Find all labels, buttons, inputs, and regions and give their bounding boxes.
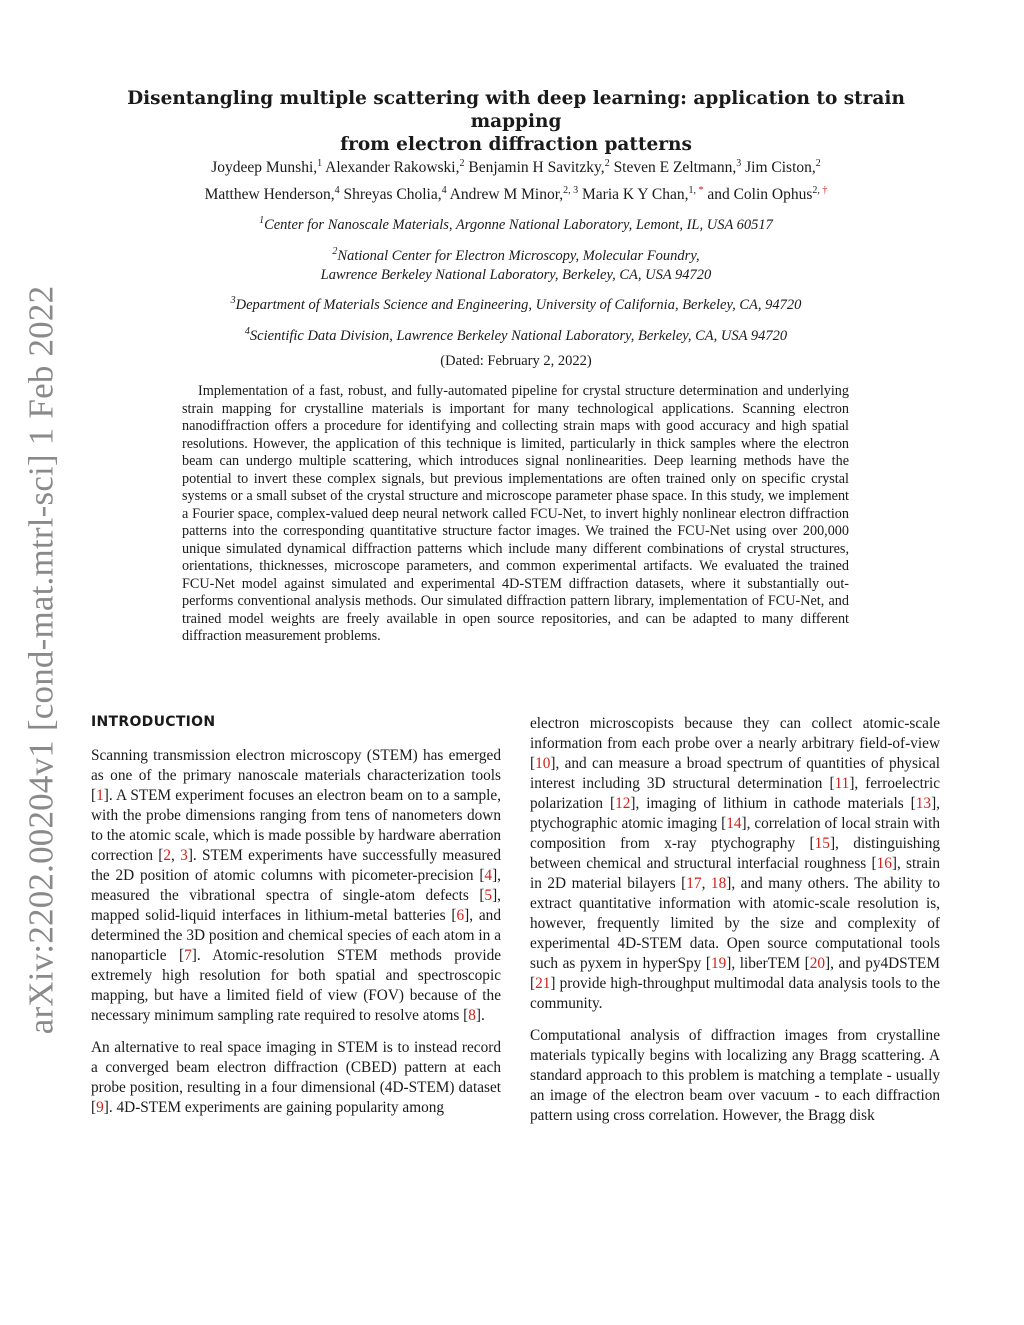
author-name: Joydeep Munshi, [211, 159, 318, 176]
intro-paragraph-2: An alternative to real space imaging in STEM is to instead record a converged beam electron diffraction (CBED) pattern at each probe position, resulting in a four dimensional (4D-STEM) dataset [9]. 4D-STEM experiments are gaining popularity among [91, 1039, 501, 1116]
authors-line-1 [100, 152, 932, 179]
author-affiliation-sup: 2 [604, 158, 610, 169]
citation-link[interactable]: 19 [710, 955, 727, 972]
author-affiliation-sup: 4 [334, 185, 340, 196]
author-name: Andrew M Minor, [446, 186, 564, 203]
citation-link[interactable]: 2 [163, 847, 172, 864]
left-column [91, 712, 501, 1130]
affiliation-text: Center for Nanoscale Materials, Argonne National Laboratory, Lemont, IL, USA 60517 [264, 217, 773, 233]
author-affiliation-sup: 2, 3 [563, 185, 579, 196]
date-line: (Dated: February 2, 2022) [440, 353, 592, 369]
author-name: Matthew Henderson, [204, 186, 335, 203]
author-affiliation-sup: 3 [736, 158, 742, 169]
affiliation-number: 2 [332, 246, 338, 257]
arxiv-identifier-text: arXiv:2202.00204v1 [cond-mat.mtrl-sci] 1 Feb 2022 [21, 285, 60, 1035]
affiliation-number: 1 [259, 215, 265, 226]
author-affiliation-sup: 2, [812, 185, 820, 196]
citation-link[interactable]: 12 [615, 795, 631, 812]
author-list [100, 152, 932, 206]
citation-link[interactable]: 21 [535, 975, 551, 992]
author-affiliation-sup: 2 [459, 158, 465, 169]
corresponding-author-link[interactable]: * [695, 185, 704, 196]
citation-link[interactable]: 16 [876, 855, 892, 872]
author-affiliation-sup: 1, [688, 185, 696, 196]
intro-paragraph-3: electron microscopists because they can collect atomic-scale information from each probe over a nearly arbitrary field-of-view [10], and can measure a broad spectrum of quantities of physical interest including 3D structural determination [11], ferroelectric polarization [12], imaging of lithium in cathode materials [13], ptychographic atomic imaging [14], correlation of local strain with composition from x-ray ptychography [15], distinguishing between chemical and structural interfacial roughness [16], strain in 2D material bilayers [17, 18], and many others. The ability to extract quantitative information with atomic-scale resolution is, however, frequently limited by the size and complexity of experimental 4D-STEM data. Open source computational tools such as pyxem in hyperSpy [19], liberTEM [20], and py4DSTEM [21] provide high-throughput multimodal data analysis tools to the community. [530, 715, 941, 1012]
author-name: Alexander Rakowski, [322, 159, 460, 176]
citation-link[interactable]: 14 [726, 815, 742, 832]
intro-paragraph-4: Computational analysis of diffraction images from crystalline materials typically begins with localizing any Bragg scattering. A standard approach to this problem is matching a template - usually an image of the electron beam over vacuum - to each diffraction pattern using cross correlation. However, the Bragg disk [530, 1027, 940, 1124]
citation-link[interactable]: 11 [834, 775, 850, 792]
citation-link[interactable]: 7 [184, 947, 192, 964]
affiliation-number: 4 [244, 326, 250, 337]
citation-link[interactable]: 4 [484, 867, 493, 884]
citation-link[interactable]: 8 [468, 1007, 476, 1024]
author-name: Shreyas Cholia, [339, 186, 442, 203]
author-name: Steven E Zeltmann, [609, 159, 737, 176]
title-line-2: from electron diffraction patterns [340, 134, 692, 155]
arxiv-identifier-stamp [18, 285, 64, 1035]
author-name: Jim Ciston, [741, 159, 816, 176]
affiliation-text: National Center for Electron Microscopy, Molecular Foundry, [337, 248, 700, 264]
citation-link[interactable]: 20 [809, 955, 826, 972]
affiliation-text-line-2: Lawrence Berkeley National Laboratory, Berkeley, CA, USA 94720 [320, 267, 712, 283]
abstract: Implementation of a fast, robust, and fully-automated pipeline for crystal structure determination and underlying strain mapping for crystalline materials is important for many technological applications. Scanning electron nanodiffraction offers a procedure for identifying and collecting strain maps with good accuracy and high spatial resolutions. However, the application of this technique is limited, particularly in thick samples where the electron beam can undergo multiple scattering, which introduces signal nonlinearities. Deep learning methods have the potential to invert these complex signals, but previous implementations are often trained only on specific crystal systems or a small subset of the crystal structure and microscope parameter phase space. In this study, we implement a Fourier space, complex-valued deep neural network called FCU-Net, to invert highly nonlinear electron diffraction patterns into the corresponding quantitative structure factor images. We trained the FCU-Net using over 200,000 unique simulated dynamical diffraction patterns which include many different combinations of crystal structures, orientations, thicknesses, microscope parameters, and common experimental artifacts. We evaluated the trained FCU-Net model against simulated and experimental 4D-STEM diffraction datasets, where it substantially out-performs conventional analysis methods. Our simulated diffraction pattern library, implementation of FCU-Net, and trained model weights are freely available in open source repositories, and can be adapted to many different diffraction measurement problems. [182, 383, 849, 644]
affiliation-4 [100, 322, 932, 346]
affiliation-3 [100, 291, 932, 315]
paper-title [100, 87, 932, 156]
section-heading-introduction: INTRODUCTION [91, 714, 216, 730]
citation-link[interactable]: 18 [710, 875, 727, 892]
author-affiliation-sup: 4 [441, 185, 447, 196]
affiliation-1 [100, 211, 932, 235]
affiliation-number: 3 [230, 295, 236, 306]
affiliation-text: Department of Materials Science and Engineering, University of California, Berkeley, CA, 94720 [235, 297, 802, 313]
citation-link[interactable]: 17 [686, 875, 702, 892]
title-line-1: Disentangling multiple scattering with deep learning: application to strain mapping [127, 88, 905, 132]
citation-link[interactable]: 3 [180, 847, 188, 864]
citation-link[interactable]: 15 [814, 835, 830, 852]
author-name: Maria K Y Chan, [578, 186, 689, 203]
author-affiliation-sup: 1 [317, 158, 323, 169]
affiliation-text: Scientific Data Division, Lawrence Berkeley National Laboratory, Berkeley, CA, USA 94720 [249, 328, 788, 344]
author-affiliation-sup: 2 [815, 158, 821, 169]
citation-link[interactable]: 10 [535, 755, 551, 772]
author-name: and Colin Ophus [703, 186, 813, 203]
citation-link[interactable]: 5 [484, 887, 493, 904]
right-column [530, 714, 940, 1138]
citation-link[interactable]: 6 [456, 907, 465, 924]
citation-link[interactable]: 9 [96, 1099, 104, 1116]
citation-link[interactable]: 13 [915, 795, 932, 812]
authors-line-2 [100, 179, 932, 206]
intro-paragraph-1: Scanning transmission electron microscopy (STEM) has emerged as one of the primary nanoscale materials characterization tools [1]. A STEM experiment focuses an electron beam on to a sample, with the probe dimensions ranging from tens of nanometers down to the atomic scale, which is made possible by hardware aberration correction [2, 3]. STEM experiments have successfully measured the 2D position of atomic columns with picometer-precision [4], measured the vibrational spectra of single-atom defects [5], mapped solid-liquid interfaces in lithium-metal batteries [6], and determined the 3D position and chemical species of each atom in a nanoparticle [7]. Atomic-resolution STEM methods provide extremely high resolution for both spatial and spectroscopic mapping, but have a limited field of view (FOV) because of the necessary minimum sampling rate required to resolve atoms [8]. [91, 747, 502, 1024]
author-name: Benjamin H Savitzky, [464, 159, 605, 176]
corresponding-author-link[interactable]: † [819, 185, 828, 196]
affiliation-2 [100, 242, 932, 285]
citation-link[interactable]: 1 [96, 787, 104, 804]
